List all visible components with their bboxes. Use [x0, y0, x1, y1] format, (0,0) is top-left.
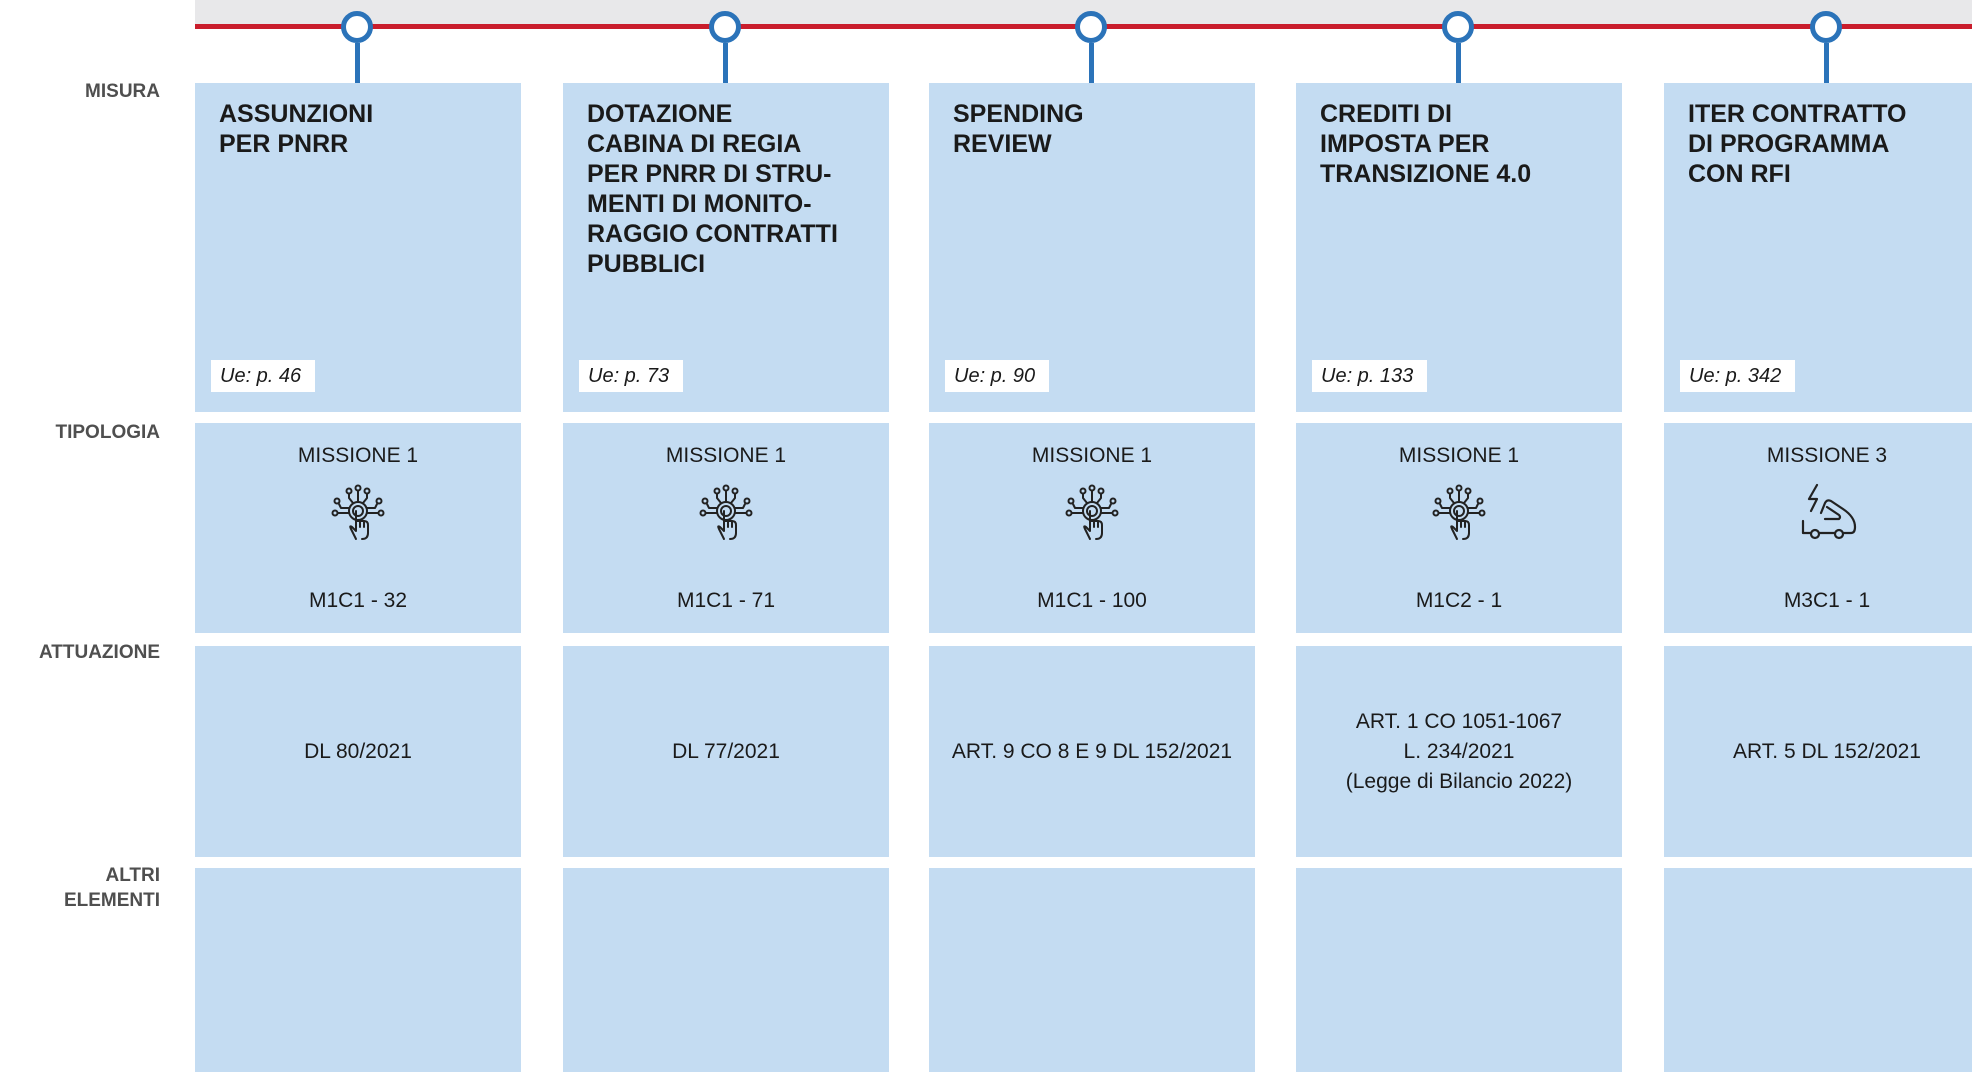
misura-card [929, 83, 1255, 412]
other-elements-text [195, 868, 521, 1072]
measure-title: ITER CONTRATTO DI PROGRAMMA CON RFI [1688, 100, 1907, 188]
component-code: M1C1 - 100 [1037, 589, 1147, 612]
mission-label: MISSIONE 1 [1031, 444, 1153, 467]
mission-label: MISSIONE 1 [665, 444, 787, 467]
ue-page-reference: Ue: p. 46 [211, 360, 315, 392]
misura-card [563, 83, 889, 412]
timeline-connector [1089, 43, 1094, 83]
attuazione-card [929, 646, 1255, 857]
timeline-node [1442, 11, 1474, 43]
electric-car-icon [1795, 481, 1859, 545]
mission-label: MISSIONE 1 [1398, 444, 1520, 467]
tipologia-card [1664, 423, 1972, 633]
tipologia-card [195, 423, 521, 633]
timeline-node [341, 11, 373, 43]
attuazione-card [195, 646, 521, 857]
altri-elementi-card [563, 868, 889, 1072]
altri-elementi-card [195, 868, 521, 1072]
ue-page-reference: Ue: p. 90 [945, 360, 1049, 392]
misura-card [1664, 83, 1972, 412]
component-code: M1C1 - 71 [676, 589, 776, 612]
digital-touch-icon [326, 481, 390, 545]
component-code: M3C1 - 1 [1783, 589, 1871, 612]
altri-elementi-card [1664, 868, 1972, 1072]
measure-column [1296, 0, 1622, 1072]
measure-column [195, 0, 521, 1072]
tipologia-card [929, 423, 1255, 633]
measure-title: CREDITI DI IMPOSTA PER TRANSIZIONE 4.0 [1320, 100, 1532, 188]
measure-column [929, 0, 1255, 1072]
measure-column [563, 0, 889, 1072]
other-elements-text [929, 868, 1255, 1072]
attuazione-card [1296, 646, 1622, 857]
row-label-tipologia: TIPOLOGIA [55, 422, 160, 443]
implementation-text: ART. 5 DL 152/2021 [1733, 739, 1921, 763]
tipologia-card [563, 423, 889, 633]
implementation-text: DL 77/2021 [672, 739, 780, 763]
tipologia-card [1296, 423, 1622, 633]
timeline-connector [355, 43, 360, 83]
row-label-attuazione: ATTUAZIONE [38, 642, 160, 663]
measure-title: DOTAZIONE CABINA DI REGIA PER PNRR DI STRU- MENTI DI MONITO- RAGGIO CONTRATTI PUBBLICI [587, 100, 838, 278]
ue-page-reference: Ue: p. 133 [1312, 360, 1427, 392]
ue-page-reference: Ue: p. 342 [1680, 360, 1795, 392]
timeline-node [1810, 11, 1842, 43]
component-code: M1C2 - 1 [1415, 589, 1503, 612]
other-elements-text [563, 868, 889, 1072]
other-elements-text [1664, 868, 1972, 1072]
digital-touch-icon [1427, 481, 1491, 545]
mission-label: MISSIONE 1 [297, 444, 419, 467]
component-code: M1C1 - 32 [308, 589, 408, 612]
measure-title: ASSUNZIONI PER PNRR [219, 100, 374, 158]
timeline-connector [1456, 43, 1461, 83]
digital-touch-icon [694, 481, 758, 545]
mission-label: MISSIONE 3 [1766, 444, 1888, 467]
timeline-connector [1824, 43, 1829, 83]
digital-touch-icon [1060, 481, 1124, 545]
attuazione-card [1664, 646, 1972, 857]
row-label-altri-elementi: ALTRI ELEMENTI [63, 865, 160, 911]
misura-card [195, 83, 521, 412]
implementation-text: DL 80/2021 [304, 739, 412, 763]
attuazione-card [563, 646, 889, 857]
timeline-node [709, 11, 741, 43]
altri-elementi-card [1296, 868, 1622, 1072]
timeline-node [1075, 11, 1107, 43]
measure-title: SPENDING REVIEW [953, 100, 1084, 158]
row-label-misura: MISURA [85, 81, 160, 102]
misura-card [1296, 83, 1622, 412]
other-elements-text [1296, 868, 1622, 1072]
altri-elementi-card [929, 868, 1255, 1072]
implementation-text: ART. 1 CO 1051-1067 L. 234/2021 (Legge di Bilancio 2022) [1345, 709, 1573, 793]
timeline-connector [723, 43, 728, 83]
ue-page-reference: Ue: p. 73 [579, 360, 683, 392]
implementation-text: ART. 9 CO 8 E 9 DL 152/2021 [951, 739, 1233, 763]
measure-column [1664, 0, 1972, 1072]
